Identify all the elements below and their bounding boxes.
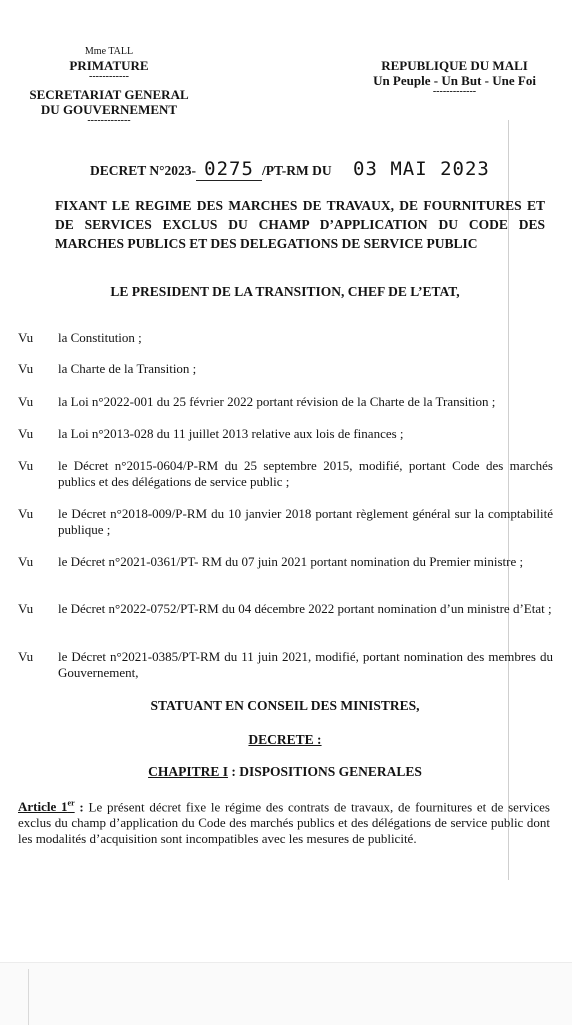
article-text: Le présent décret fixe le régime des contrats de travaux, de fournitures et de services exclus du champ d’application du Code des marchés publics et des délégations de service public dont les modalités d’acquisition sont incompatibles avec les mesures de publicité. [18,799,550,847]
article-colon: : [74,799,84,815]
visa-text: le Décret n°2018-009/P-RM du 10 janvier 2018 portant règlement général sur la comptabilité publique ; [58,506,553,537]
chapter-title: : DISPOSITIONS GENERALES [227,764,422,779]
decree-middle: /PT-RM DU [262,163,332,178]
article-label-sup: er [67,799,75,808]
decree-date: 03 MAI 2023 [353,158,490,180]
visa-text: le Décret n°2015-0604/P-RM du 25 septembre 2015, modifié, portant Code des marchés publics et des délégations de service public ; [58,458,553,489]
separator: ------------ [89,71,129,82]
visa-text: la Constitution ; [58,330,142,345]
office-name: PRIMATURE [69,58,149,73]
decree-number: 0275 [196,158,262,181]
article-label [18,799,75,814]
secretariat-line-1: SECRETARIAT GENERAL [29,87,189,102]
visa-label: Vu [18,601,34,616]
separator: ------------- [432,86,477,97]
article-1 [18,796,550,847]
visa-text: le Décret n°2021-0361/PT- RM du 07 juin 2021 portant nomination du Premier ministre ; [58,554,524,569]
visa-label: Vu [18,426,34,441]
republic-block [352,58,557,96]
visa-text: la Charte de la Transition ; [58,361,197,376]
chapter-label: CHAPITRE I [148,764,228,779]
addressee-name: Mme TALL [84,46,134,57]
visa-text: le Décret n°2022-0752/PT-RM du 04 décembre 2022 portant nomination d’un ministre d’Etat ; [58,601,552,616]
country-name: REPUBLIQUE DU MALI [381,58,528,73]
visa-label: Vu [18,458,34,473]
issuer-block [14,46,204,125]
visa-text: le Décret n°2021-0385/PT-RM du 11 juin 2021, modifié, portant nomination des membres du Gouvernement, [58,649,553,680]
president-heading: LE PRESIDENT DE LA TRANSITION, CHEF DE L’ETAT, [110,284,460,299]
separator: ------------- [87,115,131,126]
chapter-heading [40,764,530,780]
visa-label: Vu [18,506,34,521]
visa-label: Vu [18,649,34,664]
visa-label: Vu [18,361,34,376]
next-page-edge [0,962,572,1025]
secretariat-line-2: DU GOUVERNEMENT [40,102,178,117]
page-edge-line [28,969,29,1025]
national-motto: Un Peuple - Un But - Une Foi [373,73,536,88]
visa-text: la Loi n°2013-028 du 11 juillet 2013 relative aux lois de finances ; [58,426,404,441]
visa-label: Vu [18,394,34,409]
decree-prefix: DECRET N°2023- [90,163,197,178]
visa-label: Vu [18,330,34,345]
decrete-heading [40,732,530,748]
decree-title: FIXANT LE REGIME DES MARCHES DE TRAVAUX, DE FOURNITURES ET DE SERVICES EXCLUS DU CHAMP D’APPLICATION DU CODE DES MARCHES PUBLICS ET DES DELEGATIONS DE SERVICE PUBLIC [55,198,545,251]
article-label-text: Article 1 [18,799,68,815]
visa-label: Vu [18,554,34,569]
decrete-text: DECRETE : [248,732,322,747]
decree-number-line [90,158,510,188]
council-statement: STATUANT EN CONSEIL DES MINISTRES, [150,698,420,713]
visa-text: la Loi n°2022-001 du 25 février 2022 portant révision de la Charte de la Transition ; [58,394,496,409]
